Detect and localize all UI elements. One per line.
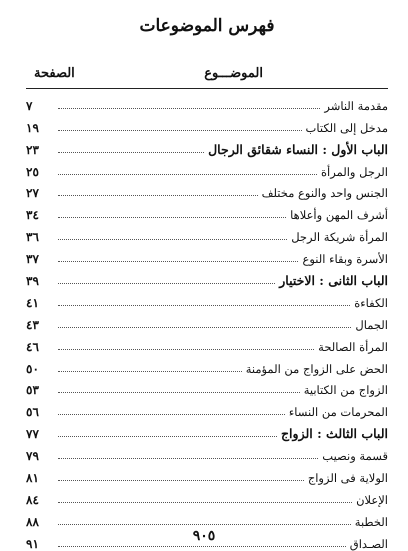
entry-title: المحرمات من النساء — [288, 405, 388, 420]
entry-title: الكفاءة — [354, 295, 388, 310]
toc-row — [26, 179, 388, 201]
dot-leader — [58, 435, 277, 437]
column-headers — [26, 60, 388, 86]
entry-page-number: ٧٧ — [26, 427, 39, 442]
entry-page-number: ٣٦ — [26, 230, 39, 245]
entry-page-number: ٣٩ — [26, 274, 39, 289]
topic-column-header: الموضـــوع — [204, 65, 263, 81]
entry-page-number: ٤٦ — [26, 339, 39, 354]
toc-row — [26, 441, 388, 463]
dot-leader — [58, 260, 298, 262]
entry-title: الحض على الزواج من المؤمنة — [245, 361, 388, 376]
entry-title: قسمة ونصيب — [322, 449, 388, 464]
toc-row — [26, 376, 388, 398]
dot-leader — [58, 216, 286, 218]
entry-title: الخطبة — [354, 514, 388, 529]
entry-page-number: ٨٤ — [26, 492, 39, 507]
dot-leader — [58, 107, 320, 109]
dot-leader — [58, 326, 351, 328]
entry-page-number: ٧٩ — [26, 449, 39, 464]
toc-row — [26, 200, 388, 222]
toc-row — [26, 91, 388, 113]
entry-title: الأسرة وبقاء النوع — [302, 252, 388, 267]
toc-chapter-row — [26, 135, 388, 157]
chapter-title: الباب الأول : النساء شقائق الرجال — [208, 141, 388, 157]
entry-title: الصـداق — [349, 536, 388, 551]
dot-leader — [58, 479, 304, 481]
dot-leader — [58, 545, 346, 547]
dot-leader — [58, 391, 300, 393]
entry-page-number: ٤٣ — [26, 317, 39, 332]
entry-page-number: ١٩ — [26, 120, 39, 135]
dot-leader — [58, 523, 351, 525]
toc-list — [26, 91, 388, 551]
page-title: فهرس الموضوعات — [139, 16, 275, 36]
page-number: ٩٠٥ — [192, 528, 216, 544]
toc-row — [26, 244, 388, 266]
entry-title: المرأة شريكة الرجل — [291, 230, 388, 245]
entry-title: المرأة الصالحة — [318, 339, 388, 354]
entry-title: الجمال — [355, 317, 388, 332]
entry-page-number: ٨١ — [26, 471, 39, 486]
toc-row — [26, 397, 388, 419]
entry-page-number: ٧ — [26, 98, 33, 113]
toc-row — [26, 288, 388, 310]
toc-row — [26, 485, 388, 507]
toc-row — [26, 507, 388, 529]
dot-leader — [58, 129, 302, 131]
entry-page-number: ٥٣ — [26, 383, 39, 398]
entry-page-number: ٢٣ — [26, 142, 39, 157]
page-column-header: الصفحة — [34, 65, 75, 81]
toc-row — [26, 310, 388, 332]
toc-row — [26, 157, 388, 179]
entry-title: الرجل والمرأة — [321, 164, 388, 179]
toc-chapter-row — [26, 419, 388, 441]
entry-page-number: ٨٨ — [26, 514, 39, 529]
dot-leader — [58, 501, 352, 503]
entry-title: مدخل إلى الكتاب — [305, 120, 388, 135]
toc-row — [26, 332, 388, 354]
dot-leader — [58, 457, 318, 459]
entry-page-number: ٥٠ — [26, 361, 39, 376]
entry-page-number: ٥٦ — [26, 405, 39, 420]
chapter-title: الباب الثانى : الاختيار — [279, 273, 388, 289]
entry-page-number: ٤١ — [26, 295, 39, 310]
dot-leader — [58, 151, 204, 153]
dot-leader — [58, 348, 314, 350]
dot-leader — [58, 194, 258, 196]
dot-leader — [58, 413, 285, 415]
entry-title: الولاية فى الزواج — [307, 471, 388, 486]
entry-title: الجنس واحد والنوع مختلف — [261, 186, 388, 201]
entry-title: أشرف المهن وأعلاها — [290, 208, 388, 223]
dot-leader — [58, 173, 317, 175]
header-divider — [26, 88, 388, 89]
entry-page-number: ٢٥ — [26, 164, 39, 179]
entry-page-number: ٢٧ — [26, 186, 39, 201]
dot-leader — [58, 370, 242, 372]
chapter-title: الباب الثالث : الزواج — [280, 426, 388, 442]
toc-chapter-row — [26, 266, 388, 288]
entry-title: مقدمة الناشر — [324, 98, 388, 113]
dot-leader — [58, 304, 350, 306]
toc-row — [26, 463, 388, 485]
entry-title: الزواج من الكتابية — [303, 383, 388, 398]
entry-title: الإعلان — [356, 492, 388, 507]
dot-leader — [58, 238, 287, 240]
toc-row — [26, 113, 388, 135]
entry-page-number: ٣٧ — [26, 252, 39, 267]
toc-row — [26, 354, 388, 376]
toc-row — [26, 222, 388, 244]
entry-page-number: ٩١ — [26, 536, 39, 551]
entry-page-number: ٣٤ — [26, 208, 39, 223]
dot-leader — [58, 282, 275, 284]
